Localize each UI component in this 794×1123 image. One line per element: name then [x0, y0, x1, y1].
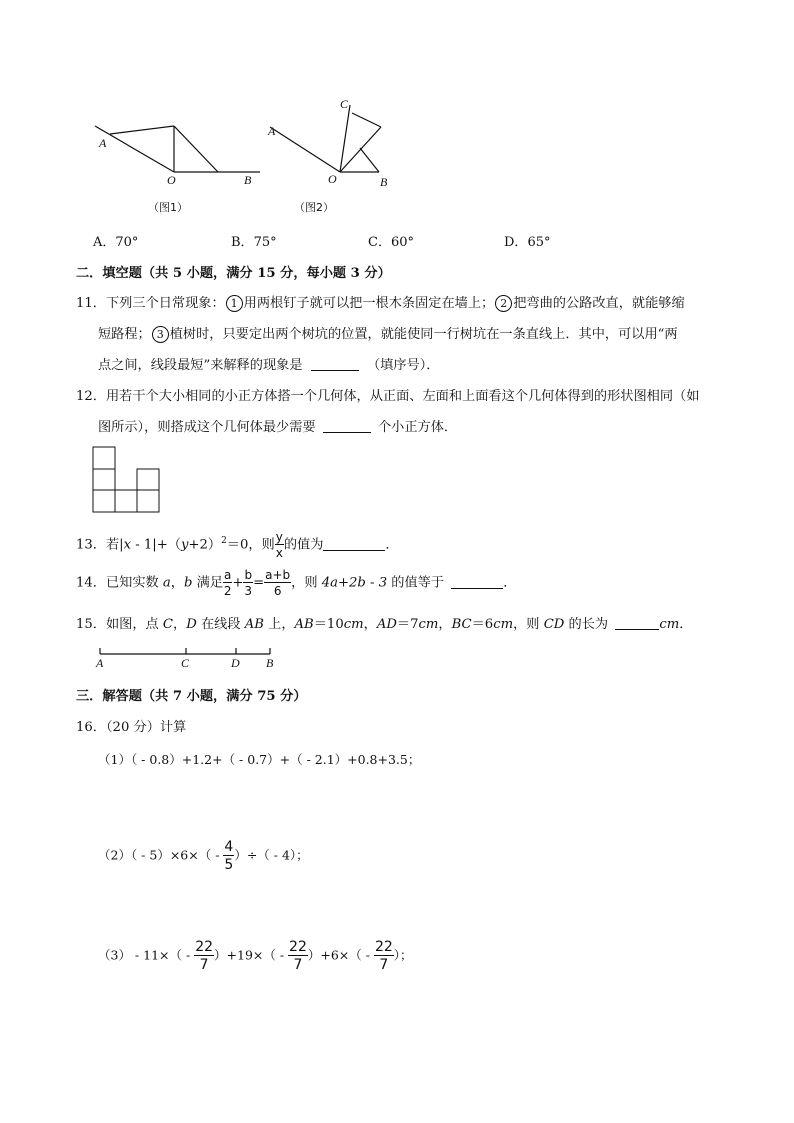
q15-text: 在线段: [196, 617, 245, 632]
q12-text: 图所示），则搭成这个几何体最少需要: [98, 420, 316, 435]
fig2-label-a: A: [268, 124, 276, 138]
q11-line-1: [76, 292, 685, 312]
q14-text: ，: [170, 575, 184, 591]
q15-label-b: B: [266, 656, 274, 670]
segment-bc: BC: [451, 617, 472, 632]
q15-text: ＝7: [396, 617, 419, 632]
q15-text: ＝10: [313, 617, 344, 632]
var-a: a: [162, 575, 171, 591]
fraction-y-over-x: [275, 531, 284, 559]
circled-number: 3: [152, 326, 169, 343]
segment-ab: AB: [294, 617, 314, 632]
q12-line-1: 12．用若干个大小相同的小正方体搭一个几何体，从正面、左面和上面看这个几何体得到的形状图相同（如: [76, 389, 700, 404]
q16-part-1: （1）（ - 0.8）+1.2+（ - 0.7）+（ - 2.1）+0.8+3.5；: [98, 752, 421, 767]
q11-text: （填序号）．: [366, 358, 440, 373]
q16-title: 16．（20 分）计算: [76, 720, 187, 735]
section-2-heading: 二．填空题（共 5 小题，满分 15 分，每小题 3 分）: [76, 266, 391, 281]
q15-label-d: D: [231, 656, 240, 670]
q10-option-d: [504, 231, 550, 250]
q10-option-a: [93, 231, 138, 250]
unit-cm: cm: [418, 617, 439, 632]
frac-num: 4: [224, 839, 234, 855]
fraction-22-over-7: [288, 940, 308, 972]
q11-line-2: [98, 323, 678, 343]
q13-text: - 1|+（: [131, 537, 181, 553]
q14-text: 满足: [192, 575, 224, 591]
frac-den: 6: [273, 584, 282, 598]
q16-text: ）+6×（ -: [307, 947, 374, 963]
frac-num: 22: [195, 939, 214, 955]
q10-option-c: [368, 231, 414, 250]
fig1-caption: （图1）: [148, 201, 188, 214]
frac-den: x: [275, 546, 283, 560]
q14-text: 14．已知实数: [76, 575, 163, 591]
q13-line: [76, 531, 399, 559]
q15-label-a: A: [96, 656, 104, 670]
fig2-label-b: B: [380, 175, 388, 189]
q16-part-2: [98, 840, 309, 872]
option-letter: D．: [504, 235, 528, 250]
q11-line-3: [98, 354, 440, 373]
point-c: C: [162, 617, 174, 632]
answer-blank[interactable]: [323, 538, 385, 551]
frac-den: 2: [223, 584, 232, 598]
frac-den: 5: [224, 857, 234, 873]
answer-blank[interactable]: [451, 576, 503, 589]
frac-num: 22: [289, 939, 307, 955]
unit-cm: cm: [493, 617, 514, 632]
q16-text: ）；: [393, 947, 413, 963]
var-x: x: [123, 537, 132, 553]
q13-text: ．: [385, 537, 399, 553]
q15-text: ，: [173, 617, 187, 632]
option-value: 65°: [527, 235, 551, 250]
q14-line: [76, 569, 516, 597]
option-value: 60°: [390, 235, 414, 250]
q14-text: ，则: [291, 575, 322, 591]
exponent: 2: [221, 536, 227, 547]
circled-number: 2: [495, 295, 512, 312]
fraction-4-over-5: [223, 840, 234, 872]
q15-text: ，: [438, 617, 452, 632]
frac-num: b: [244, 568, 253, 582]
q15-label-c: C: [181, 656, 190, 670]
q15-text: ＝6: [471, 617, 494, 632]
q16-part-3: [98, 940, 413, 972]
q15-text: 15．如图，点: [76, 617, 163, 632]
point-d: D: [186, 617, 197, 632]
unit-cm: cm: [659, 617, 680, 632]
fig2-label-o: O: [328, 172, 337, 186]
q11-text: 短路程；: [98, 327, 151, 342]
q16-text: （3） - 11×（ -: [98, 947, 195, 963]
figure-1: [90, 120, 270, 195]
frac-num: a: [224, 568, 232, 582]
fraction-a-plus-b-over-6: [264, 569, 291, 597]
frac-num: y: [275, 530, 283, 544]
q16-text: ）÷（ - 4）；: [234, 847, 309, 863]
fraction-22-over-7: [374, 940, 394, 972]
unit-cm: cm: [343, 617, 364, 632]
q11-text: 11．下列三个日常现象：: [76, 296, 225, 311]
q13-text: +2）: [188, 537, 222, 553]
q13-text: 的值为: [283, 537, 324, 553]
q12-view-figure: [92, 445, 162, 515]
frac-den: 7: [379, 957, 389, 973]
q11-text: 植树时，只要定出两个树坑的位置，就能使同一行树坑在一条直线上．其中，可以用“两: [169, 327, 678, 342]
q12-line-2: [98, 416, 457, 435]
q14-text: +: [232, 575, 244, 591]
fraction-a-over-2: [223, 569, 232, 597]
fig2-label-c: C: [340, 97, 349, 111]
option-value: 70°: [115, 235, 139, 250]
segment-cd: CD: [543, 617, 565, 632]
q14-text: ．: [503, 575, 517, 591]
q11-text: 用两根钉子就可以把一根木条固定在墙上；: [243, 296, 495, 311]
fig1-label-a: A: [99, 136, 107, 150]
answer-blank[interactable]: [311, 358, 359, 371]
answer-blank[interactable]: [615, 617, 659, 630]
q14-text: =: [253, 575, 265, 591]
q15-text: ，: [363, 617, 377, 632]
q14-text: 的值等于: [387, 575, 445, 591]
circled-number: 1: [226, 295, 243, 312]
frac-num: a+b: [265, 568, 291, 582]
fig1-label-b: B: [244, 173, 252, 187]
var-b: b: [183, 575, 193, 591]
section-3-heading: 三．解答题（共 7 小题，满分 75 分）: [76, 689, 307, 704]
q12-text: 个小正方体．: [378, 420, 458, 435]
fig2-caption: （图2）: [294, 201, 334, 214]
var-y: y: [180, 537, 189, 553]
q15-line: [76, 613, 692, 632]
segment-ab: AB: [244, 617, 264, 632]
fraction-b-over-3: [243, 569, 253, 597]
q11-text: 点之间，线段最短”来解释的现象是: [98, 358, 303, 373]
q15-text: 的长为: [564, 617, 609, 632]
option-letter: B．: [231, 235, 254, 250]
fraction-22-over-7: [194, 940, 214, 972]
expression: 4a+2b - 3: [321, 575, 388, 591]
q11-text: 把弯曲的公路改直，就能够缩: [513, 296, 685, 311]
q13-text: 13．若|: [76, 537, 124, 553]
frac-den: 3: [244, 584, 253, 598]
frac-den: 7: [199, 957, 209, 973]
option-letter: C．: [368, 235, 391, 250]
q15-text: ，则: [513, 617, 544, 632]
q13-text: ＝0，则: [226, 537, 275, 553]
frac-num: 22: [374, 939, 393, 955]
segment-ad: AD: [376, 617, 397, 632]
q16-text: ）+19×（ -: [214, 947, 289, 963]
q15-text: 上，: [263, 617, 295, 632]
option-value: 75°: [253, 235, 277, 250]
fig1-label-o: O: [167, 173, 176, 187]
frac-den: 7: [293, 957, 303, 973]
q10-option-b: [231, 231, 277, 250]
answer-blank[interactable]: [323, 420, 371, 433]
q15-text: ．: [679, 617, 693, 632]
option-letter: A．: [93, 235, 116, 250]
q16-text: （2）（ - 5）×6×（ -: [98, 847, 224, 863]
